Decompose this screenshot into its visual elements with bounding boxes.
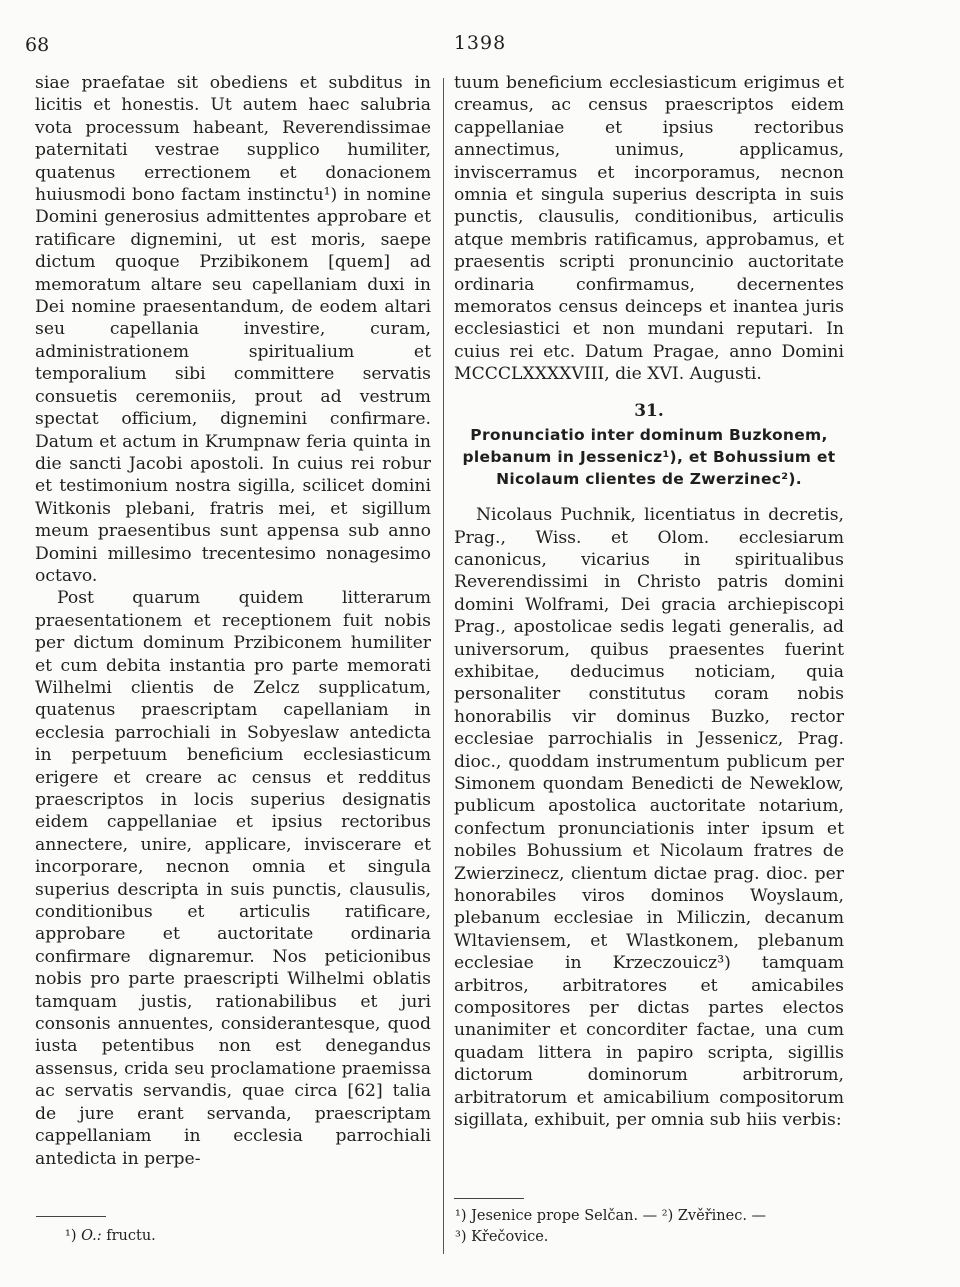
footnote-right-line-1: ¹) Jesenice prope Selčan. — ²) Zvěřinec. —: [455, 1208, 767, 1224]
footnote-left: [65, 1226, 425, 1246]
footnote-rule-right: [454, 1198, 524, 1199]
footnote-left-source: O.:: [81, 1228, 102, 1244]
left-paragraph-1: siae praefatae sit obediens et subditus in licitis et honestis. Ut autem haec salubria vota processum habeant, Reverendissimae paternitati vestrae supplico humiliter, quatenus errectionem et donacionem huiusmodi bono factam instinctu¹) in nomine Domini generosius admittentes approbare et ratificare dignemini, ut est moris, saepe dictum quoque Przibikonem [quem] ad memoratum altare seu capellaniam duxi in Dei nomine praesentandum, de eodem altari seu capellania investire, curam, administrationem spiritualium et temporalium sibi committere servatis consuetis ceremoniis, prout ad vestrum spectat officium, dignemini confirmare. Datum et actum in Krumpnaw feria quinta in die sancti Jacobi apostoli. In cuius rei robur et testimonium nostra sigilla, scilicet domini Witkonis plebani, fratris mei, et sigillum meum praesentibus sunt appensa sub anno Domini millesimo trecentesimo nonagesimo octavo.: [35, 73, 431, 586]
footnote-right-line-2: ³) Křečovice.: [455, 1229, 549, 1245]
footnote-left-text: fructu.: [106, 1228, 156, 1244]
right-paragraph-bottom: Nicolaus Puchnik, licentiatus in decretis, Prag., Wiss. et Olom. ecclesiarum canonicus, vicarius in spiritualibus Reverendissimi in Christo patris domini domini Wolframi, Dei gracia archiepiscopi Prag., apostolicae sedis legati generalis, ad universorum, quibus praesentes fuerint exhibitae, deducimus noticiam, quia personaliter constitutus coram nobis honorabilis vir dominus Buzko, rector ecclesiae parrochialis in Jessenicz, Prag. dioc., quoddam instrumentum publicum per Simonem quondam Benedicti de Neweklow, publicum apostolica auctoritate notarium, confectum pronunciationis inter ipsum et nobiles Bohussium et Nicolaum fratres de Zwierzinecz, clientum dictae prag. dioc. per honorabiles viros dominos Woyslaum, plebanum ecclesiae in Miliczin, decanum Wltaviensem, et Wlastkonem, plebanum ecclesiae in Krzeczouicz³) tamquam arbitros, arbitratores et amicabiles compositores per dictas partes electos unanimiter et concorditer factae, una cum quadam littera in papiro scripta, sigillis dictorum dominorum arbitrorum, arbitratorum et amicabilium compositorum sigillata, exhibuit, per omnia sub hiis verbis:: [454, 505, 844, 1131]
document-number: 31.: [634, 400, 664, 421]
footnote-left-marker: ¹): [65, 1228, 77, 1244]
left-paragraph-2: Post quarum quidem litterarum praesentationem et receptionem fuit nobis per dictum dominum Przibiconem humiliter et cum debita instantia pro parte memorati Wilhelmi clientis de Zelcz supplicatum, quatenus praescriptam capellaniam in ecclesia parrochiali in Sobyeslaw antedicta in perpetuum beneficium ecclesiasticum erigere et creare ac census et redditus praescriptos in locis superius designatis eidem cappellaniae et ipsius rectoribus annectere, unire, applicare, inviscerare et incorporare, necnon omnia et singula superius descripta in suis punctis, clausulis, conditionibus et articulis ratificare, approbare et auctoritate ordinaria confirmare dignaremur. Nos peticionibus nobis pro parte praescripti Wilhelmi oblatis tamquam justis, rationabilibus et juri consonis annuentes, considerantesque, quod iusta petentibus non est denegandus assensus, crida seu proclamatione praemissa ac servatis servandis, quae circa [62] talia de jure erant servanda, praescriptam cappellaniam in ecclesia parrochiali antedicta in perpe-: [35, 588, 431, 1169]
page-number: 68: [25, 34, 50, 56]
right-paragraph-top: tuum beneficium ecclesiasticum erigimus et creamus, ac census praescriptos eidem cappellaniae et ipsius rectoribus annectimus, unimus, applicamus, inviscerramus et incorporamus, necnon omnia et singula superius descripta in suis punctis, clausulis, conditionibus, articulis atque membris ratificamus, approbamus, et praesentis scripti pronuncinio auctoritate ordinaria confirmamus, decernentes memoratos census deinceps et inantea juris ecclesiastici et non mundani reputari. In cuius rei etc. Datum Pragae, anno Domini MCCCLXXXXVIII, die XVI. Augusti.: [454, 73, 844, 385]
document-title: Pronunciatio inter dominum Buzkonem, plebanum in Jessenicz¹), et Bohussium et Nicolaum clientes de Zwerzinec²).: [462, 426, 836, 489]
footnote-rule-left: [36, 1216, 106, 1217]
column-divider: [443, 78, 444, 1254]
left-column: [35, 72, 431, 1170]
right-column: [454, 72, 844, 1131]
page-year-header: 1398: [453, 32, 507, 54]
